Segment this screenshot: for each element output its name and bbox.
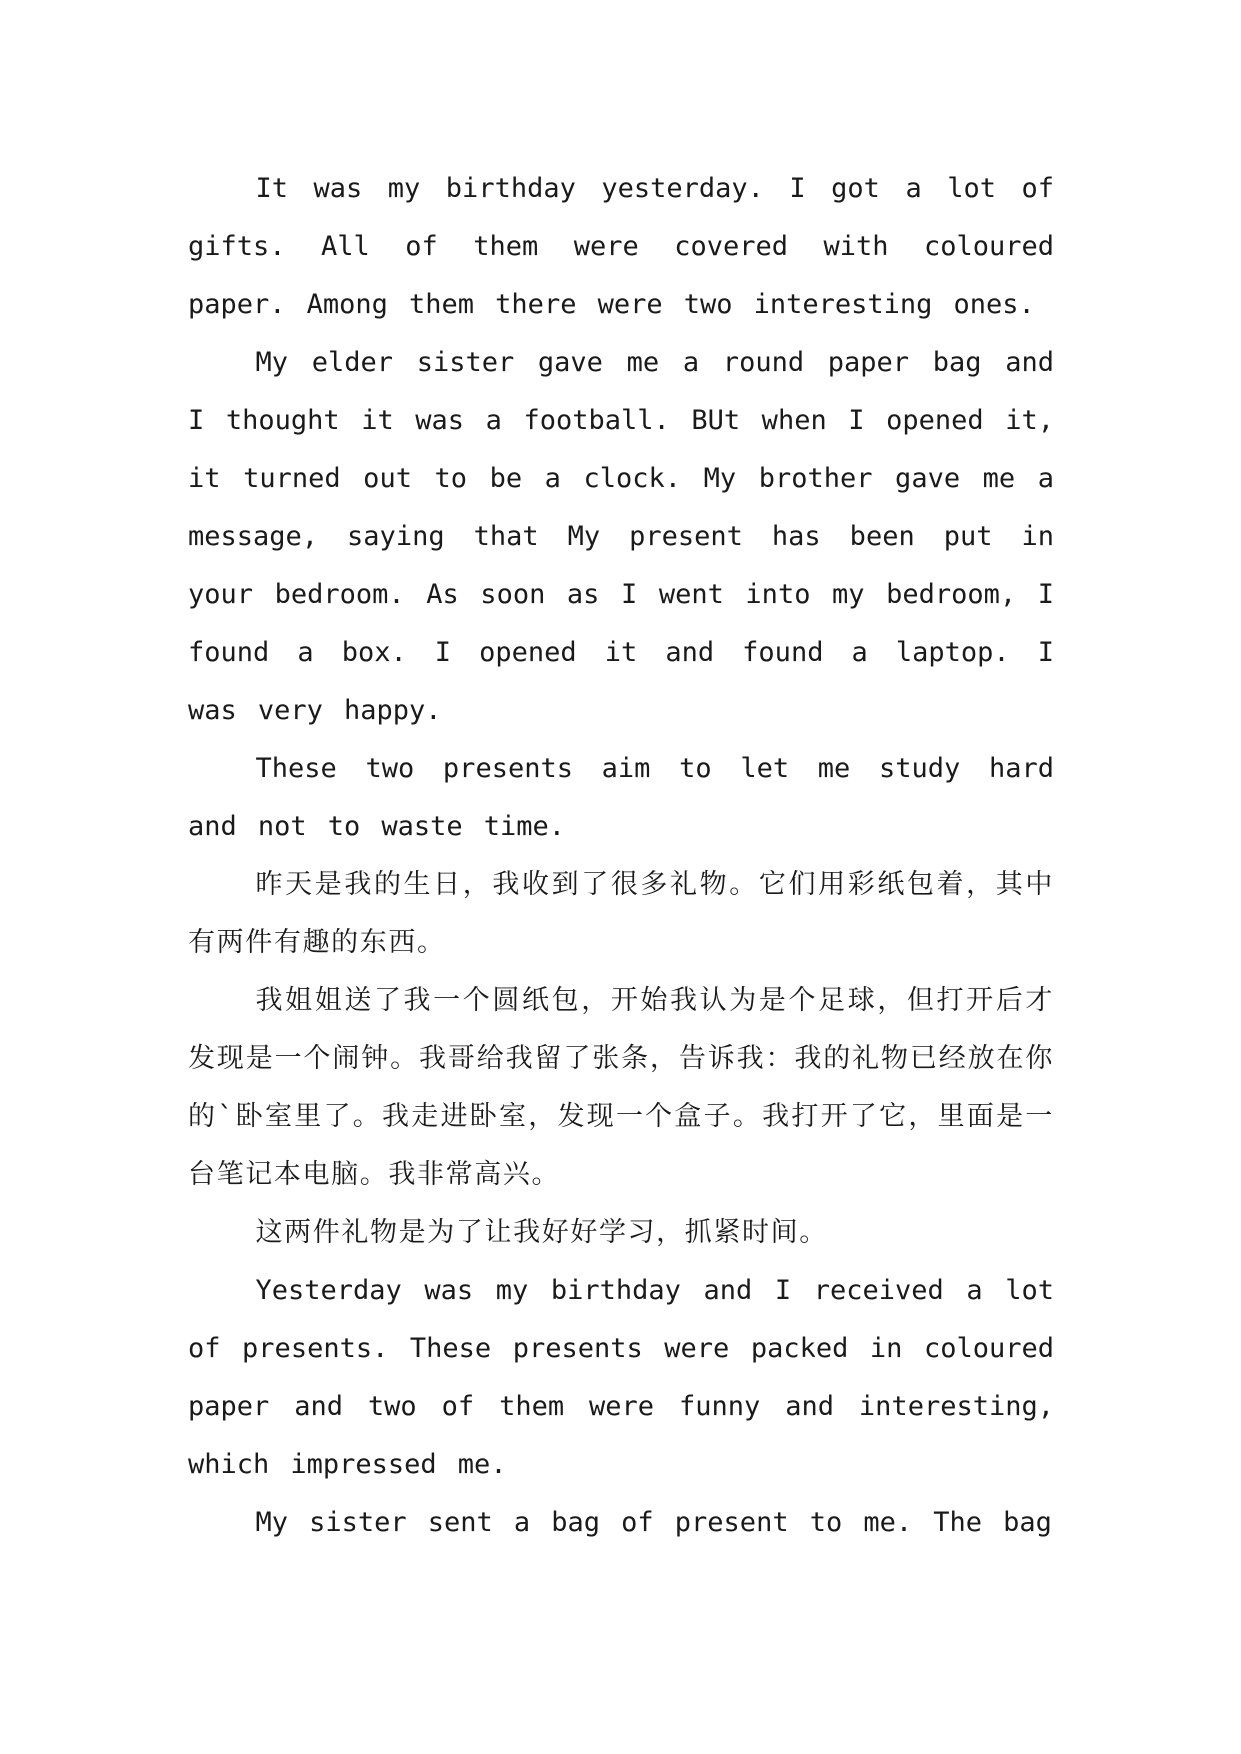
paragraph-yesterday-birthday-en: Yesterday was my birthday and I received a lot of presents. These presents were packed in coloured paper and two of them were funny and interesting, which impressed me. — [188, 1275, 1054, 1480]
paragraph-presents-purpose-en: These two presents aim to let me study hard and not to waste time. — [188, 753, 1054, 842]
paragraph-birthday-gifts-zh: 昨天是我的生日，我收到了很多礼物。它们用彩纸包着，其中有两件有趣的东西。 — [188, 869, 1054, 958]
paragraph-sister-bag-en: My sister sent a bag of present to me. The bag — [255, 1507, 1052, 1538]
paragraph-sister-brother-gifts-zh: 我姐姐送了我一个圆纸包，开始我认为是个足球，但打开后才发现是一个闹钟。我哥给我留了张条，告诉我：我的礼物已经放在你的`卧室里了。我走进卧室，发现一个盒子。我打开了它，里面是一台笔记本电脑。我非常高兴。 — [188, 985, 1054, 1190]
paragraph-sister-brother-gifts-en: My elder sister gave me a round paper bag and I thought it was a football. BUt when I opened it, it turned out to be a clock. My brother gave me a message, saying that My present has been put in your bedroom. As soon as I went into my bedroom, I found a box. I opened it and found a laptop. I was very happy. — [188, 347, 1054, 726]
paragraph-birthday-gifts-en: It was my birthday yesterday. I got a lot of gifts. All of them were covered with coloured paper. Among them there were two interesting ones. — [188, 173, 1054, 320]
document-body — [188, 160, 1054, 1552]
paragraph-presents-purpose-zh: 这两件礼物是为了让我好好学习，抓紧时间。 — [255, 1217, 828, 1248]
